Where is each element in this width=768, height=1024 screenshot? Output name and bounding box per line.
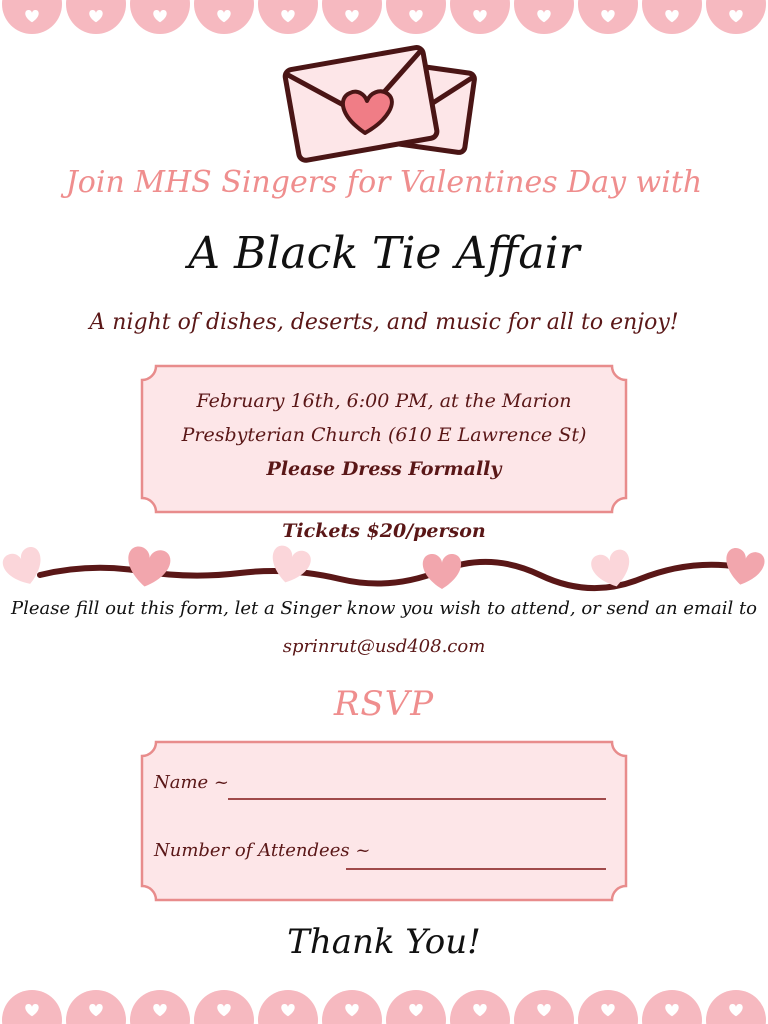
bottom-scallop-border — [0, 984, 768, 1024]
scallop — [258, 990, 318, 1024]
scallop — [2, 990, 62, 1024]
heart-icon — [0, 544, 48, 590]
heart-icon — [124, 545, 172, 590]
scallop — [130, 990, 190, 1024]
heart-icon — [423, 554, 461, 589]
scallop — [578, 990, 638, 1024]
event-date-location: February 16th, 6:00 PM, at the Marion — [196, 390, 572, 412]
name-field[interactable] — [228, 798, 606, 800]
scallop — [514, 990, 574, 1024]
attendees-label: Number of Attendees ~ — [154, 840, 371, 861]
event-tagline: A night of dishes, deserts, and music for all to enjoy! — [89, 310, 679, 335]
rsvp-instructions: Please fill out this form, let a Singer know you wish to attend, or send an email to — [10, 598, 758, 619]
scallop — [706, 990, 766, 1024]
heart-icon — [267, 544, 313, 588]
scallop — [450, 990, 510, 1024]
event-venue-address: Presbyterian Church (610 E Lawrence St) — [181, 424, 587, 446]
rsvp-heading: RSVP — [333, 684, 435, 724]
scallop — [66, 990, 126, 1024]
wavy-hearts-divider — [0, 535, 768, 605]
heart-icon — [721, 546, 766, 588]
top-scallop-border — [0, 0, 768, 40]
scallop — [642, 990, 702, 1024]
closing-thanks: Thank You! — [287, 922, 481, 962]
event-title: A Black Tie Affair — [188, 228, 580, 279]
rsvp-form-box — [140, 740, 628, 902]
ticket-price: Tickets $20/person — [282, 520, 486, 542]
event-details-box — [140, 364, 628, 514]
contact-email[interactable]: sprinrut@usd408.com — [282, 636, 486, 657]
event-headline: Join MHS Singers for Valentines Day with — [65, 165, 703, 200]
attendees-field[interactable] — [346, 868, 606, 870]
ticket-frame — [140, 740, 628, 902]
dress-code: Please Dress Formally — [266, 458, 502, 480]
scallop — [194, 990, 254, 1024]
scallop — [386, 990, 446, 1024]
name-label: Name ~ — [154, 772, 230, 793]
envelope-heart-icon — [280, 38, 480, 163]
scallop — [322, 990, 382, 1024]
